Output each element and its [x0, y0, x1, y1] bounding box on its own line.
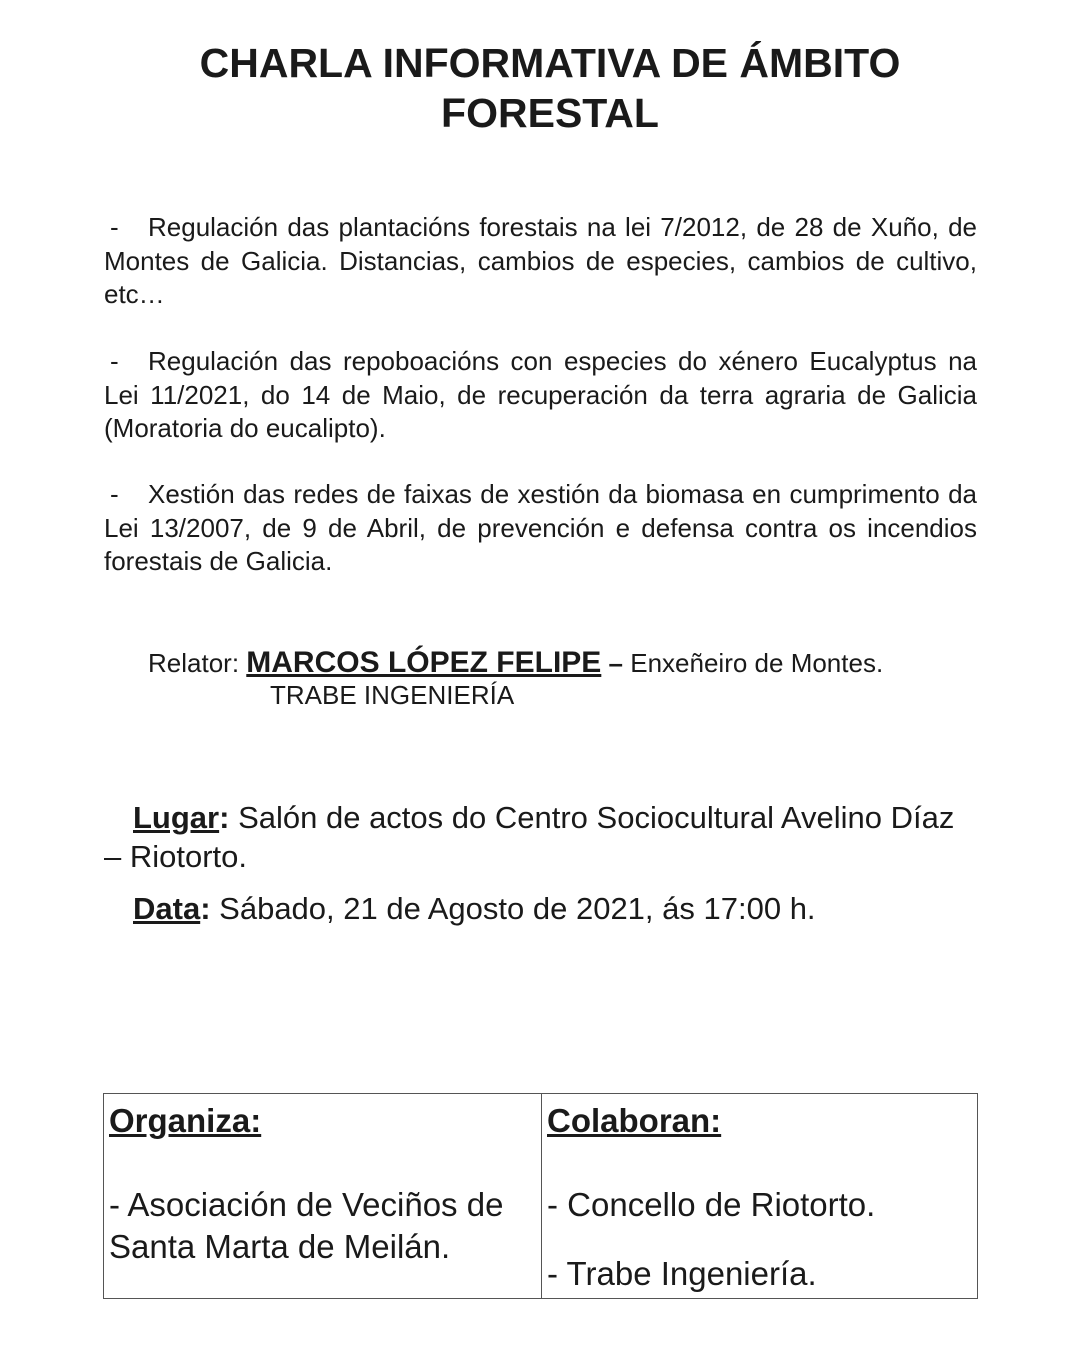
- topic-dash: -: [110, 346, 119, 376]
- relator-company: TRABE INGENIERÍA: [270, 680, 515, 710]
- relator-dash: –: [608, 648, 624, 678]
- topic-text: Xestión das redes de faixas de xestión da biomasa en cumprimento da Lei 13/2007, de 9 de Abril, de prevención e defensa contra os incendios forestais de Galicia.: [104, 479, 977, 576]
- colaboran-cell: [542, 1094, 978, 1299]
- colaboran-item: - Concello de Riotorto.: [547, 1186, 876, 1223]
- place-block: [104, 798, 964, 876]
- date-label: Data: [133, 891, 201, 926]
- organiza-heading: Organiza:: [109, 1102, 262, 1139]
- place-label: Lugar: [133, 800, 220, 835]
- date-colon: :: [200, 891, 211, 926]
- topic-paragraph-2: [104, 345, 977, 446]
- topic-dash: -: [110, 212, 119, 242]
- place-value: Salón de actos do Centro Sociocultural Avelino Díaz – Riotorto.: [104, 800, 955, 874]
- date-block: [133, 888, 993, 930]
- topic-paragraph-1: [104, 211, 977, 312]
- colaboran-item: - Trabe Ingeniería.: [547, 1255, 817, 1292]
- relator-label: Relator:: [148, 648, 240, 678]
- title-line-1: CHARLA INFORMATIVA DE ÁMBITO: [199, 40, 901, 86]
- relator-role: Enxeñeiro de Montes.: [630, 648, 884, 678]
- topic-dash: -: [110, 479, 119, 509]
- topic-paragraph-3: [104, 478, 977, 579]
- place-colon: :: [219, 800, 230, 835]
- topic-text: Regulación das repoboacións con especies do xénero Eucalyptus na Lei 11/2021, do 14 de Maio, de recuperación da terra agraria de Galicia (Moratoria do eucalipto).: [104, 346, 977, 443]
- topic-text: Regulación das plantacións forestais na lei 7/2012, de 28 de Xuño, de Montes de Galicia. Distancias, cambios de especies, cambios de cultivo, etc…: [104, 212, 977, 309]
- relator-name: MARCOS LÓPEZ FELIPE: [246, 646, 602, 679]
- colaboran-heading: Colaboran:: [547, 1102, 722, 1139]
- credits-table: [103, 1093, 978, 1299]
- document-title: [100, 38, 1000, 138]
- relator-block: [148, 646, 978, 710]
- organiza-item: - Asociación de Veciños de Santa Marta de Meilán.: [109, 1186, 504, 1265]
- title-line-2: FORESTAL: [441, 90, 659, 136]
- organiza-cell: [104, 1094, 542, 1299]
- date-value: Sábado, 21 de Agosto de 2021, ás 17:00 h.: [219, 891, 816, 926]
